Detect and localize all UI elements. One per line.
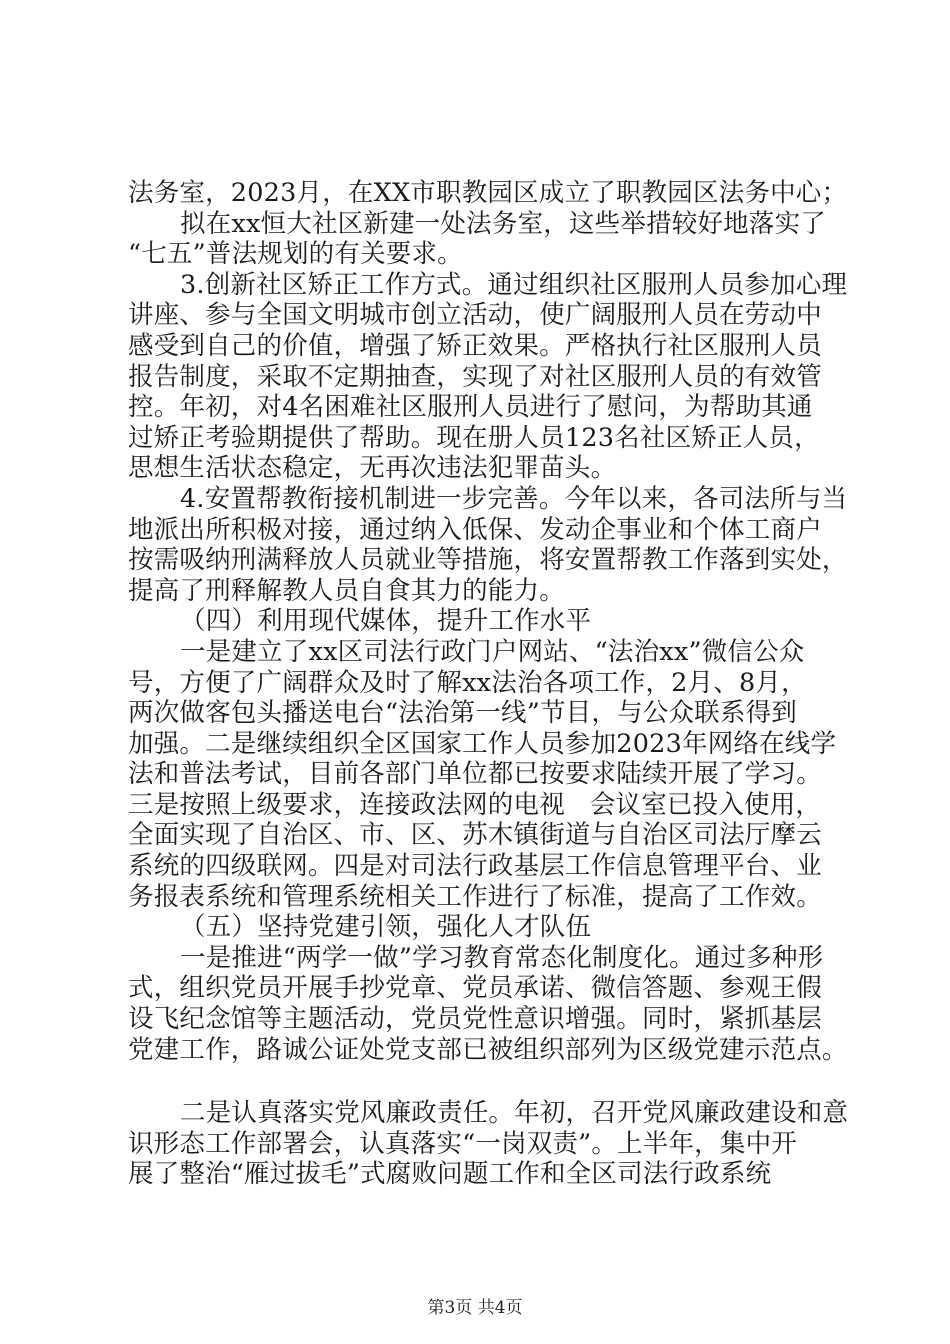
- section-heading: （四）利用现代媒体，提升工作水平: [180, 606, 592, 637]
- paragraph-line: 控。年初，对4名困难社区服刑人员进行了慰问，为帮助其通: [128, 392, 813, 423]
- paragraph-line: 识形态工作部署会，认真落实“一岗双责”。上半年，集中开: [128, 1128, 797, 1159]
- paragraph-line: 一是建立了xx区司法行政门户网站、“法治xx”微信公众: [180, 636, 805, 667]
- section-heading: （五）坚持党建引领，强化人才队伍: [180, 912, 592, 943]
- page-number-label: 第3页 共4页: [427, 1298, 523, 1318]
- paragraph-line: “七五”普法规划的有关要求。: [128, 239, 463, 270]
- paragraph-line: 式，组织党员开展手抄党章、党员承诺、微信答题、参观王假: [128, 973, 822, 1004]
- paragraph-line: 报告制度，采取不定期抽查，实现了对社区服刑人员的有效管: [128, 361, 822, 392]
- paragraph-line: 法和普法考试，目前各部门单位都已按要求陆续开展了学习。: [128, 759, 822, 790]
- paragraph-line: 二是认真落实党风廉政责任。年初，召开党风廉政建设和意: [180, 1098, 849, 1129]
- paragraph-line: 务报表系统和管理系统相关工作进行了标准，提高了工作效。: [128, 881, 822, 912]
- document-body: [128, 178, 848, 1190]
- paragraph-line: 过矫正考验期提供了帮助。现在册人员123名社区矫正人员，: [128, 422, 820, 453]
- paragraph-line: 号，方便了广阔群众及时了解xx法治各项工作，2月、8月，: [128, 667, 807, 698]
- paragraph-line: 三是按照上级要求，连接政法网的电视 会议室已投入使用，: [128, 789, 822, 820]
- paragraph-line: 加强。二是继续组织全区国家工作人员参加2023年网络在线学: [128, 728, 837, 759]
- paragraph-line: 按需吸纳刑满释放人员就业等措施，将安置帮教工作落到实处，: [128, 545, 848, 576]
- paragraph-line: 讲座、参与全国文明城市创立活动，使广阔服刑人员在劳动中: [128, 300, 822, 331]
- paragraph-line: 展了整治“雁过拔毛”式腐败问题工作和全区司法行政系统: [128, 1159, 772, 1190]
- paragraph-line: 拟在xx恒大社区新建一处法务室，这些举措较好地落实了: [180, 208, 826, 239]
- paragraph-line: 一是推进“两学一做”学习教育常态化制度化。通过多种形: [180, 942, 824, 973]
- page-footer: [0, 1297, 950, 1319]
- paragraph-line: 感受到自己的价值，增强了矫正效果。严格执行社区服刑人员: [128, 330, 822, 361]
- paragraph-line: 思想生活状态稳定，无再次违法犯罪苗头。: [128, 453, 617, 484]
- paragraph-line: 设飞纪念馆等主题活动，党员党性意识增强。同时，紧抓基层: [128, 1004, 822, 1035]
- paragraph-line: 提高了刑释解教人员自食其力的能力。: [128, 575, 565, 606]
- paragraph-line: 党建工作，路诚公证处党支部已被组织部列为区级党建示范点。: [128, 1034, 848, 1065]
- paragraph-line: 系统的四级联网。四是对司法行政基层工作信息管理平台、业: [128, 851, 822, 882]
- paragraph-line: 两次做客包头播送电台“法治第一线”节目，与公众联系得到: [128, 698, 797, 729]
- paragraph-line: 全面实现了自治区、市、区、苏木镇街道与自治区司法厅摩云: [128, 820, 822, 851]
- paragraph-line: 3.创新社区矫正工作方式。通过组织社区服刑人员参加心理: [180, 269, 848, 300]
- paragraph-line: 4.安置帮教衔接机制进一步完善。今年以来，各司法所与当: [180, 483, 848, 514]
- paragraph-gap: [128, 1065, 848, 1098]
- paragraph-line: 地派出所积极对接，通过纳入低保、发动企事业和个体工商户: [128, 514, 822, 545]
- paragraph-line: 法务室，2023月，在XX市职教园区成立了职教园区法务中心；: [128, 178, 848, 208]
